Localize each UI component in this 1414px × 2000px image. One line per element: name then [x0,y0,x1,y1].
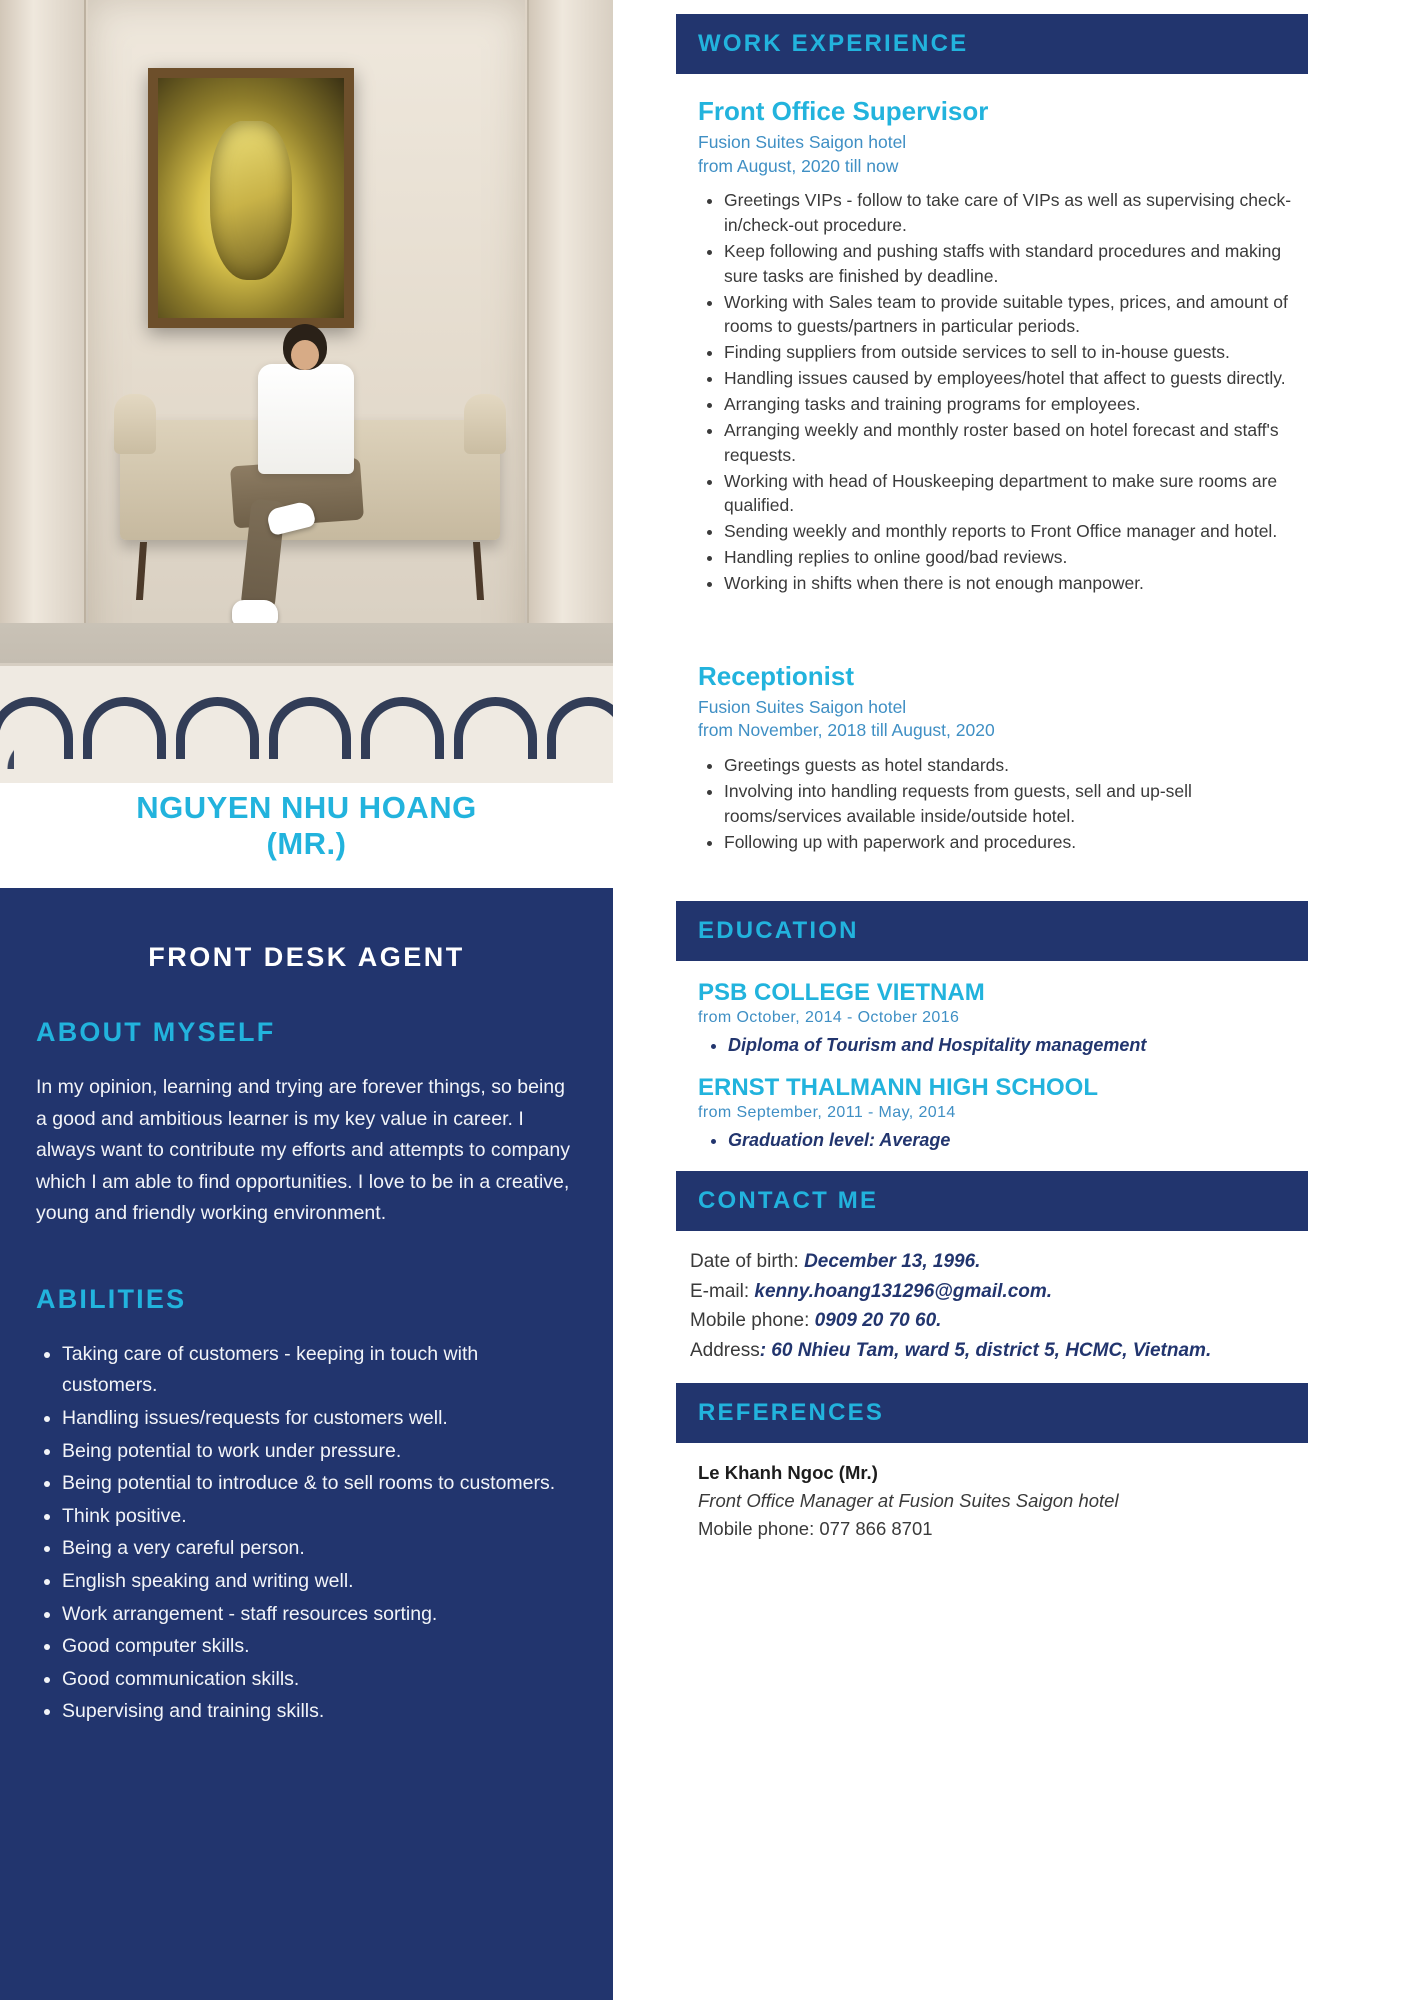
job-title: Front Office Supervisor [698,96,989,126]
artwork-frame-decor [148,68,354,328]
list-item: • Being a very careful person. [62,1533,577,1565]
list-item: • Work arrangement - staff resources sorting. [62,1599,577,1631]
reference-name: Le Khanh Ngoc (Mr.) [698,1462,878,1484]
lotus-motif-decor [221,203,288,265]
job-duties-list [698,188,1308,596]
list-item: • Handling replies to online good/bad reviews. [724,545,1308,570]
profile-photo [0,0,613,783]
education-detail-list [698,1035,1308,1056]
job-period: from August, 2020 till now [698,155,899,176]
list-item: • Good communication skills. [62,1664,577,1696]
contact-address-row [690,1336,1308,1365]
list-item: • Handling issues caused by employees/hotel that affect to guests directly. [724,366,1308,391]
candidate-name [0,790,613,862]
candidate-job-title: FRONT DESK AGENT [148,942,465,972]
wall-panel-left-decor [0,0,86,700]
education-school: PSB COLLEGE VIETNAM [698,979,985,1007]
education-period: from September, 2011 - May, 2014 [698,1104,956,1122]
wall-panel-right-decor [527,0,613,700]
contact-address-value: : 60 Nhieu Tam, ward 5, district 5, HCMC, Vietnam. [759,1339,1212,1361]
candidate-name-line2: (MR.) [266,825,347,861]
person-shirt-decor [258,364,354,474]
list-item: • Greetings guests as hotel standards. [724,753,1308,778]
painting-decor [158,78,344,318]
job-company-period [698,696,1308,743]
contact-dob-label: Date of birth: [690,1251,805,1273]
list-item: • Handling issues/requests for customers well. [62,1403,577,1435]
work-experience-heading: WORK EXPERIENCE [676,14,1308,74]
reference-phone: Mobile phone: 077 866 8701 [698,1517,933,1539]
list-item: • Finding suppliers from outside services to sell to in-house guests. [724,340,1308,365]
list-item: • Being potential to introduce & to sell rooms to customers. [62,1468,577,1500]
rug-decor [0,663,613,783]
person-face-decor [291,340,319,370]
education-entry-1 [676,1074,1308,1151]
candidate-name-line1: NGUYEN NHU HOANG [136,790,477,825]
education-entry-0 [676,979,1308,1056]
references-heading: REFERENCES [676,1383,1308,1443]
list-item: • Supervising and training skills. [62,1696,577,1728]
list-item: • Being potential to work under pressure. [62,1436,577,1468]
contact-details [690,1247,1308,1365]
job-company: Fusion Suites Saigon hotel [698,696,907,717]
contact-dob-row [690,1247,1308,1276]
list-item: • Arranging weekly and monthly roster based on hotel forecast and staff's requests. [724,418,1308,468]
list-item: • Greetings VIPs - follow to take care of VIPs as well as supervising check-in/check-out procedure. [724,188,1308,238]
abilities-heading: ABILITIES [36,1283,187,1314]
lobby-photo-image [0,0,613,783]
contact-address-label: Address [690,1339,760,1361]
abilities-list [36,1339,577,1728]
work-job-0 [676,96,1308,596]
list-item: • Arranging tasks and training programs for employees. [724,392,1308,417]
job-period: from November, 2018 till August, 2020 [698,720,995,741]
about-heading: ABOUT MYSELF [36,1017,276,1047]
list-item: • Working with Sales team to provide suitable types, prices, and amount of rooms to guests/partners in particular periods. [724,290,1308,340]
list-item: • English speaking and writing well. [62,1566,577,1598]
list-item: • Taking care of customers - keeping in touch with customers. [62,1339,577,1402]
contact-dob-value: December 13, 1996. [804,1251,981,1273]
education-detail: • Diploma of Tourism and Hospitality management [728,1035,1308,1056]
bench-legs-decor [130,540,490,600]
contact-phone-value[interactable]: 0909 20 70 60. [814,1310,942,1332]
list-item: • Involving into handling requests from guests, sell and up-sell rooms/services available inside/outside hotel. [724,779,1308,829]
education-school: ERNST THALMANN HIGH SCHOOL [698,1074,1098,1102]
work-job-1 [676,661,1308,855]
list-item: • Keep following and pushing staffs with standard procedures and making sure tasks are finished by deadline. [724,239,1308,289]
list-item: • Think positive. [62,1501,577,1533]
education-heading: EDUCATION [676,901,1308,961]
job-company-period [698,131,1308,178]
rug-pattern-decor [0,697,613,777]
education-detail: • Graduation level: Average [728,1130,1308,1151]
job-duties-list [698,753,1308,854]
list-item: • Working in shifts when there is not enough manpower. [724,571,1308,596]
left-blue-panel [0,888,613,2000]
job-title: Receptionist [698,660,855,691]
contact-email-label: E-mail: [690,1280,755,1302]
list-item: • Good computer skills. [62,1631,577,1663]
education-detail-list [698,1130,1308,1151]
about-text: In my opinion, learning and trying are forever things, so being a good and ambitious learner is my key value in career. I always want to contribute my efforts and attempts to company which I am able to find opportunities. I love to be in a creative, young and friendly working environment. [36,1076,570,1225]
contact-phone-label: Mobile phone: [690,1310,815,1332]
contact-email-row [690,1277,1308,1306]
right-column [676,0,1308,1542]
education-period: from October, 2014 - October 2016 [698,1009,960,1027]
list-item: • Working with head of Houskeeping department to make sure rooms are qualified. [724,469,1308,519]
contact-heading: CONTACT ME [676,1171,1308,1231]
list-item: • Following up with paperwork and procedures. [724,830,1308,855]
reference-role: Front Office Manager at Fusion Suites Saigon hotel [698,1489,1119,1511]
left-column [0,0,613,2000]
job-company: Fusion Suites Saigon hotel [698,132,907,152]
contact-email-value[interactable]: kenny.hoang131296@gmail.com. [754,1280,1053,1302]
list-item: • Sending weekly and monthly reports to Front Office manager and hotel. [724,519,1308,544]
reference-entry [698,1459,1308,1542]
contact-phone-row [690,1306,1308,1335]
